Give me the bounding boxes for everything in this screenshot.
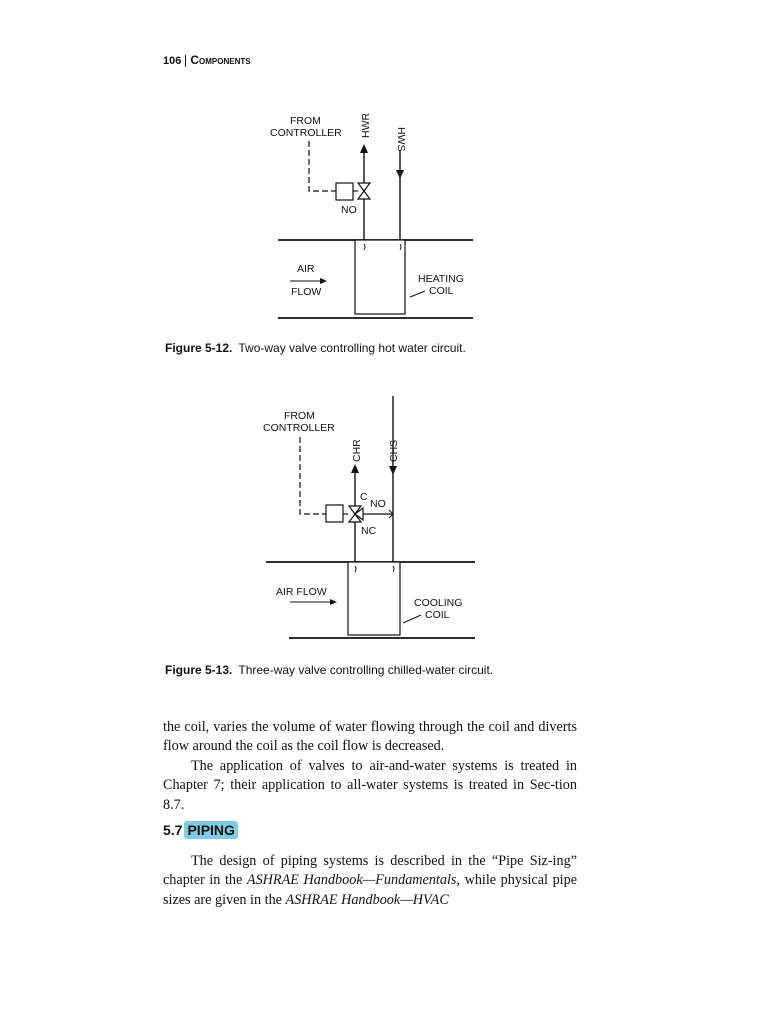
fig12-flow-label: FLOW [291,286,322,298]
fig12-hws-label: HWS [395,127,407,152]
figure-5-12-caption [165,341,466,355]
fig13-air-flow-label: AIR FLOW [276,586,327,598]
figure-5-13-caption-text: Three-way valve controlling chilled-water circuit. [238,663,494,677]
figure-5-12-caption-label: Figure 5-12. [165,341,233,355]
fig13-cooling-coil [348,562,400,635]
fig13-chr-arrow [351,464,359,473]
body-text-upper [163,718,577,815]
fig12-heating-label: HEATING [418,273,464,285]
section-running-title: Components [190,53,251,67]
section-heading [163,822,238,838]
paragraph-2: The application of valves to air-and-water systems is treated in Chapter 7; their application to all-water systems is treated in Sec-tion 8.7. [163,757,577,813]
paragraph-3-text-b: , while physical pipe sizes are given in the [163,872,577,908]
section-title: PIPING [184,821,237,839]
ashrae-fundamentals-ref: ASHRAE Handbook—Fundamentals [246,872,457,889]
figure-5-12-diagram [0,0,768,330]
fig12-from-label: FROM [290,115,321,127]
fig12-no-label: NO [341,204,357,216]
fig12-control-line [309,141,336,191]
fig12-coil-pointer [410,291,425,297]
figure-5-13-diagram [0,380,768,680]
fig12-valve [358,183,370,199]
fig13-cooling-label: COOLING [414,597,463,609]
fig13-coil-label: COIL [425,609,450,621]
ashrae-hvac-ref: ASHRAE Handbook—HVAC [285,891,449,908]
fig12-hwr-arrow [360,144,368,153]
body-text-lower [163,852,577,910]
fig12-controller-label: CONTROLLER [270,127,342,139]
fig13-no-label: NO [370,498,386,510]
fig12-air-label: AIR [297,263,315,275]
fig13-chr-label: CHR [351,439,363,462]
fig13-from-label: FROM [284,410,315,422]
fig13-chs-label: CHS [388,439,400,462]
section-number: 5.7 [163,822,183,838]
fig13-three-way-valve [349,506,363,522]
fig12-actuator-box [336,183,353,200]
paragraph-3-text-a: The design of piping systems is described in the “Pipe Siz-ing” chapter in the [163,853,577,889]
fig13-controller-label: CONTROLLER [263,422,335,434]
fig13-coil-pointer [403,615,421,623]
fig13-chs-arrow [389,466,397,475]
fig13-c-label: C [360,491,368,503]
fig12-hwr-label: HWR [360,112,372,138]
fig13-actuator-box [326,505,343,522]
page-number: 106 [163,55,186,67]
fig12-hws-arrow [396,170,404,179]
fig12-coil-label: COIL [429,285,454,297]
figure-5-13-caption-label: Figure 5-13. [165,663,233,677]
paragraph-3 [163,852,577,910]
figure-5-12-caption-text: Two-way valve controlling hot water circuit. [238,341,466,355]
paragraph-1: the coil, varies the volume of water flowing through the coil and diverts flow around the coil as the coil flow is decreased. [163,719,577,755]
figure-5-13-caption [165,663,493,677]
fig13-nc-label: NC [361,525,377,537]
fig12-heating-coil [355,240,405,314]
fig13-control-line [300,437,326,514]
